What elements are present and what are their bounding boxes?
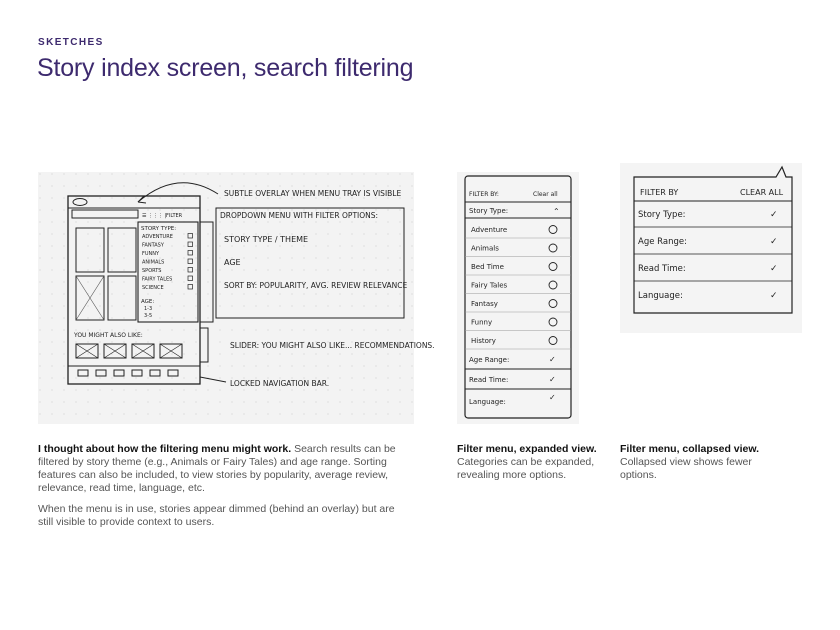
mock-item: SCIENCE — [142, 285, 164, 291]
note-nav: LOCKED NAVIGATION BAR. — [230, 379, 330, 388]
expanded-story-type: Story Type: — [469, 207, 509, 215]
sketch-expanded — [457, 172, 579, 424]
expanded-item: Fairy Tales — [471, 281, 508, 290]
sketch-main-drawing — [38, 172, 435, 424]
note-story-type: STORY TYPE / THEME — [224, 235, 309, 244]
page-title: Story index screen, search filtering — [37, 54, 414, 82]
collapsed-row: Story Type: — [638, 210, 686, 220]
mock-slider-title: YOU MIGHT ALSO LIKE: — [74, 332, 143, 339]
check-icon: ✓ — [770, 237, 778, 247]
caption-main — [38, 443, 408, 529]
chevron-down-icon: ✓ — [549, 355, 556, 364]
mock-age-1: 1-3 — [144, 306, 153, 312]
collapsed-row: Language: — [638, 291, 683, 301]
sketch-collapsed-drawing — [620, 163, 802, 333]
mock-item: FANTASY — [142, 242, 164, 249]
collapsed-row: Age Range: — [638, 237, 687, 247]
caption-expanded-bold: Filter menu, expanded view. — [457, 443, 597, 455]
collapsed-row: Read Time: — [638, 264, 686, 274]
caption-collapsed-text: Collapsed view shows fewer options. — [620, 456, 752, 481]
caption-expanded — [457, 443, 607, 482]
eyebrow-label: SKETCHES — [38, 37, 104, 48]
mock-story-type: STORY TYPE: — [141, 226, 177, 232]
expanded-item: Adventure — [471, 226, 508, 234]
caption-main-text: Search results can be filtered by story theme (e.g., Animals or Fairy Tales) and age range. Sorting features can also be included, to view stories by popularity, average review, relevance, read time, language, etc. — [38, 443, 396, 494]
caption-expanded-text: Categories can be expanded, revealing more options. — [457, 456, 595, 481]
chevron-down-icon: ✓ — [549, 375, 556, 384]
mock-item: FAIRY TALES — [142, 276, 173, 283]
caption-main-bold: I thought about how the filtering menu might work. — [38, 443, 292, 455]
expanded-clear-all: Clear all — [533, 191, 558, 198]
svg-text:☰ ⋮⋮⋮ |: ☰ ⋮⋮⋮ | — [142, 213, 167, 219]
sketch-main — [38, 172, 435, 424]
caption-collapsed — [620, 443, 760, 482]
check-icon: ✓ — [770, 264, 778, 274]
chevron-down-icon: ✓ — [549, 393, 556, 402]
check-icon: ✓ — [770, 210, 778, 220]
expanded-filter-by: FILTER BY: — [469, 191, 499, 198]
expanded-item: Fantasy — [471, 300, 498, 308]
mock-item: ANIMALS — [142, 259, 165, 266]
expanded-item: Animals — [471, 244, 499, 253]
mock-item: SPORTS — [142, 268, 162, 274]
caption-collapsed-bold: Filter menu, collapsed view. — [620, 443, 760, 455]
collapsed-filter-by: FILTER BY — [640, 188, 679, 197]
mock-age-2: 3-5 — [144, 313, 153, 319]
check-icon: ✓ — [770, 291, 778, 301]
note-sort: SORT BY: POPULARITY, AVG. REVIEW RELEVANCE — [224, 281, 408, 290]
mock-filter-label: FILTER — [166, 213, 183, 219]
note-overlay: SUBTLE OVERLAY WHEN MENU TRAY IS VISIBLE — [224, 189, 402, 198]
caption-main-p2: When the menu is in use, stories appear dimmed (behind an overlay) but are still visible to provide context to users. — [38, 503, 395, 528]
expanded-read-time: Read Time: — [469, 376, 509, 384]
chevron-up-icon: ⌃ — [553, 207, 560, 216]
collapsed-clear-all: CLEAR ALL — [740, 188, 784, 197]
sketch-collapsed — [620, 163, 802, 333]
expanded-item: Funny — [471, 318, 493, 327]
mock-item: ADVENTURE — [142, 234, 173, 240]
expanded-language: Language: — [469, 398, 506, 406]
expanded-item: Bed Time — [471, 263, 504, 271]
note-age: AGE — [224, 258, 241, 267]
mock-age: AGE: — [141, 299, 155, 305]
expanded-age-range: Age Range: — [469, 356, 510, 364]
note-dropdown: DROPDOWN MENU WITH FILTER OPTIONS: — [220, 211, 379, 220]
mock-item: FUNNY — [142, 251, 160, 257]
sketch-expanded-drawing — [457, 172, 579, 424]
note-slider: SLIDER: YOU MIGHT ALSO LIKE... RECOMMENDATIONS. — [230, 341, 435, 350]
expanded-item: History — [471, 337, 496, 345]
